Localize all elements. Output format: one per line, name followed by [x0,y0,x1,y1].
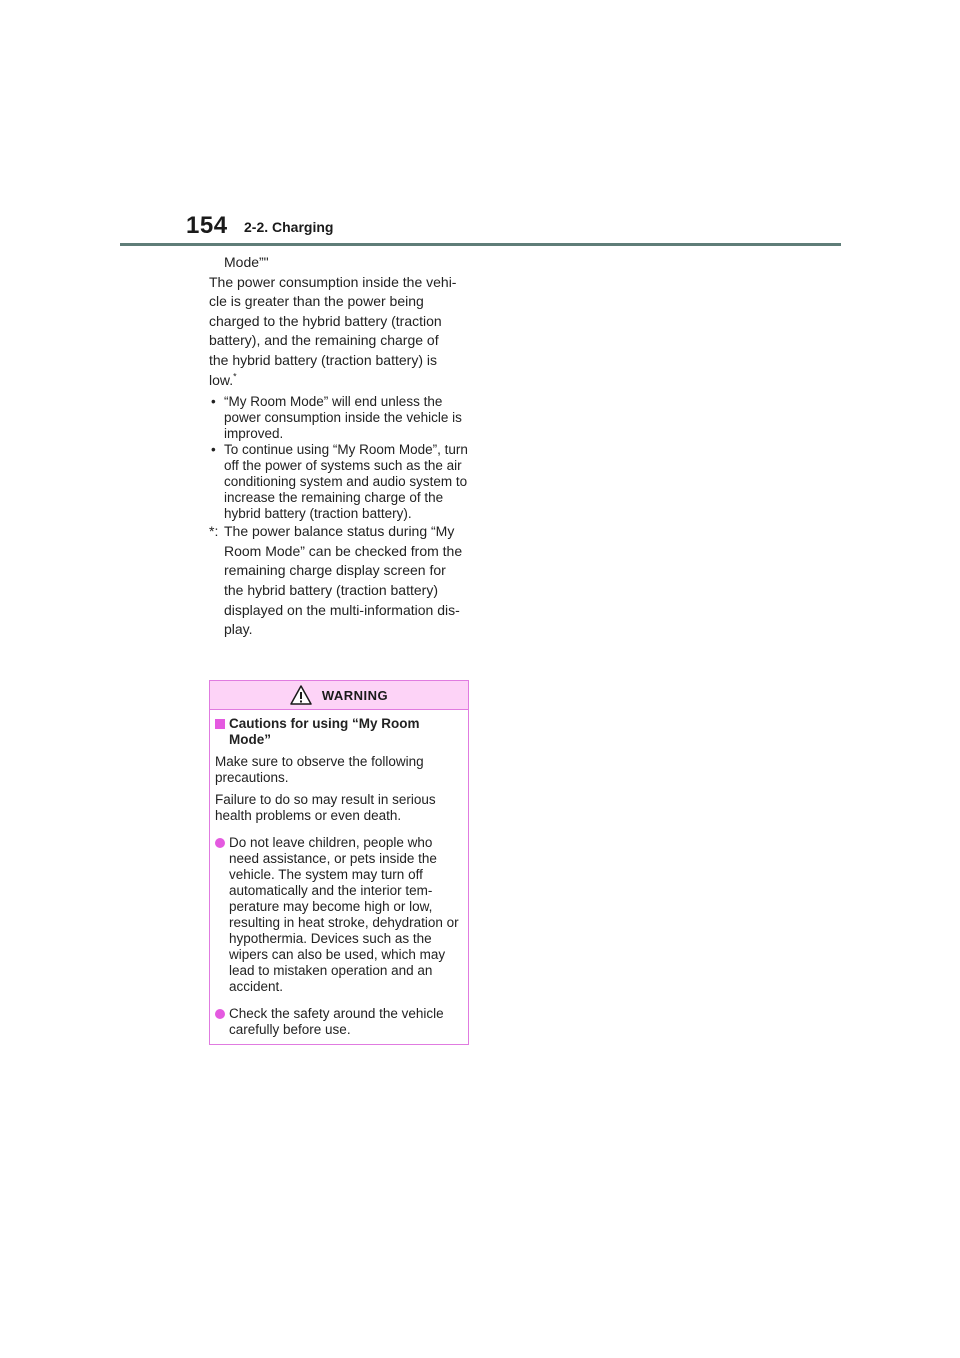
warning-paragraph: Failure to do so may result in serious health problems or even death. [215,792,436,823]
body-column [209,253,471,640]
paragraph-line: charged to the hybrid battery (traction [209,312,442,329]
footnote-line: remaining charge display screen for [224,562,446,579]
warning-header [210,681,468,710]
warning-triangle-icon [290,685,312,705]
section-title: 2-2. Charging [244,219,334,235]
footnote-line: the hybrid battery (traction battery) [224,581,438,598]
paragraph-line: the hybrid battery (traction battery) is [209,351,437,368]
footnote-line: displayed on the multi-information dis- [224,601,460,618]
warning-title-text: Cautions for using “My Room Mode” [229,716,420,747]
warning-item-text: Do not leave children, people who need assistance, or pets inside the vehicle. The system may turn off automatically and the interior tem-perature may become high or low, resulting in heat stroke, dehydration or hypothermia. Devices such as the wipers can also be used, which may lead to mistaken operation and an accident. [229,835,459,994]
paragraph-line: low. [209,371,234,388]
asterisk-mark: * [233,370,237,381]
warning-title [215,716,462,748]
warning-item [215,835,462,995]
footnote-line: The power balance status during “My [224,523,455,540]
warning-item [215,1006,462,1038]
page-number: 154 [186,212,228,239]
warning-label: WARNING [321,687,389,703]
list-item [209,394,471,442]
paragraph-line: battery), and the remaining charge of [209,332,439,349]
bullet-marker: • [211,442,216,458]
footnote-marker: *: [209,523,219,540]
warning-item-text: Check the safety around the vehicle carefully before use. [229,1006,444,1037]
paragraph-line: cle is greater than the power being [209,293,424,310]
circle-bullet-icon [215,1009,225,1019]
bullet-text: To continue using “My Room Mode”, turn off the power of systems such as the air conditioning system and audio system to increase the remaining charge of the hybrid battery (traction battery). [224,442,468,522]
header-rule [120,243,841,246]
bullet-text: “My Room Mode” will end unless the power consumption inside the vehicle is improved. [224,394,462,442]
footnote [209,522,471,640]
continuation-text: Mode”" [224,254,269,270]
circle-bullet-icon [215,838,225,848]
list-item [209,442,471,522]
square-bullet-icon [215,719,225,729]
warning-paragraph: Make sure to observe the following precautions. [215,754,424,785]
warning-box [209,680,469,1045]
warning-body [210,710,468,1038]
body-paragraph [209,273,471,391]
bullet-marker: • [211,394,216,410]
footnote-line: Room Mode” can be checked from the [224,542,463,559]
paragraph-line: The power consumption inside the vehi- [209,273,457,290]
footnote-line: play. [224,621,253,638]
bullet-list [209,394,471,522]
